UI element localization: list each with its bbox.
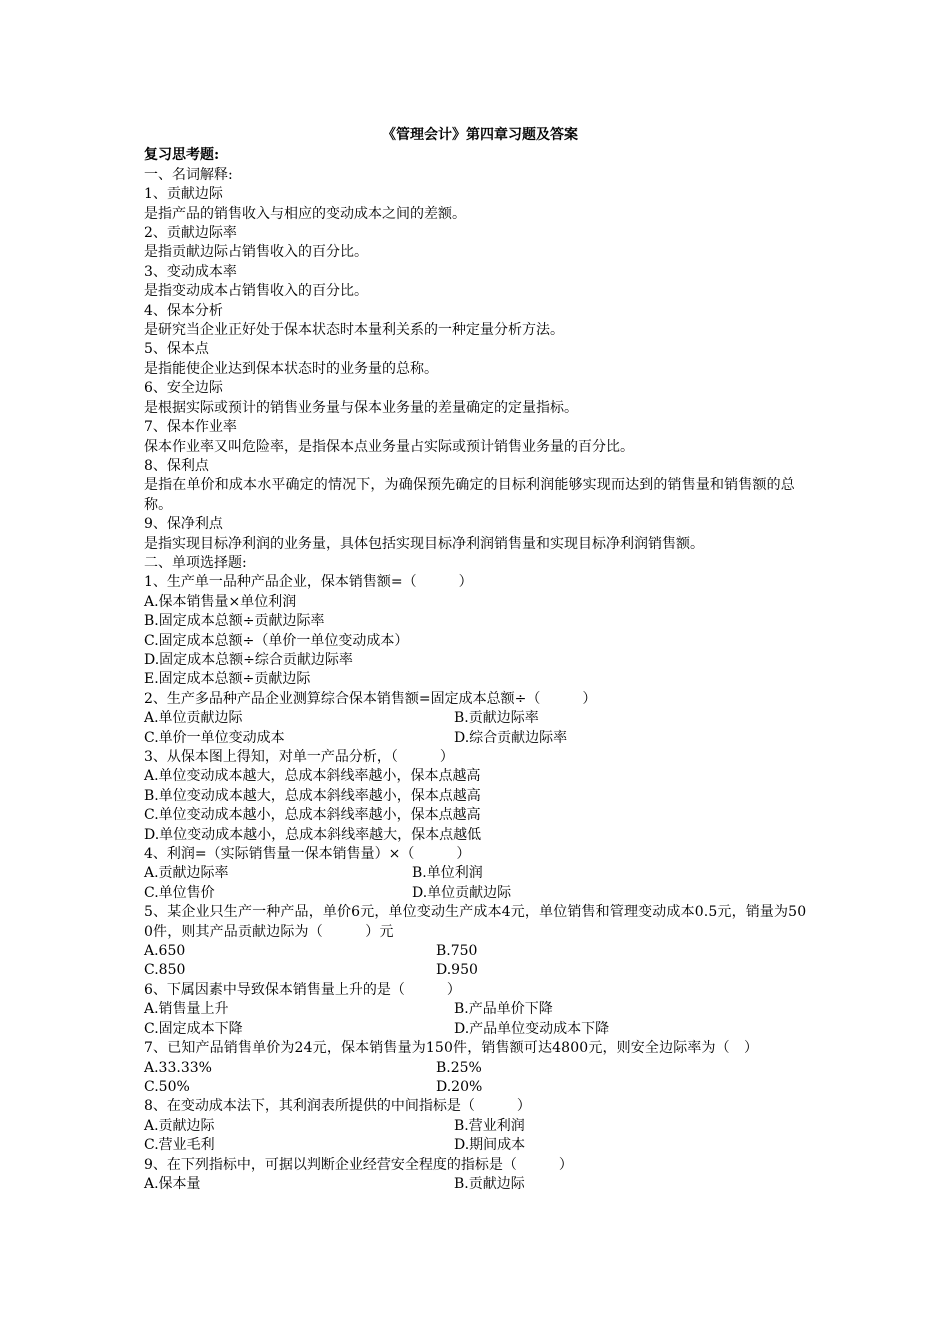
section2-heading: 二、单项选择题: bbox=[144, 554, 247, 571]
document-page bbox=[144, 126, 814, 1194]
q7-option-a: A.33.33% bbox=[144, 1059, 212, 1076]
q7-options-row-2 bbox=[144, 1078, 814, 1097]
term-7: 7、保本作业率 bbox=[144, 419, 237, 436]
q6-stem: 6、下属因素中导致保本销售量上升的是（ ） bbox=[144, 981, 461, 998]
q7-options-row-1 bbox=[144, 1059, 814, 1078]
q8-option-d: D.期间成本 bbox=[454, 1137, 526, 1154]
q1-option-e: E.固定成本总额÷贡献边际 bbox=[144, 671, 311, 688]
q4-option-b: B.单位利润 bbox=[412, 865, 483, 882]
document-title: 《管理会计》第四章习题及答案 bbox=[382, 127, 578, 143]
term-2: 2、贡献边际率 bbox=[144, 225, 237, 242]
q4-options-row-2 bbox=[144, 884, 814, 903]
q4-option-c: C.单位售价 bbox=[144, 884, 215, 901]
q2-option-a: A.单位贡献边际 bbox=[144, 710, 243, 727]
term-6: 6、安全边际 bbox=[144, 380, 223, 397]
q5-option-d: D.950 bbox=[436, 962, 478, 979]
q5-options-row-2 bbox=[144, 961, 814, 980]
q3-option-c: C.单位变动成本越小，总成本斜线率越小，保本点越高 bbox=[144, 807, 481, 824]
review-heading: 复习思考题: bbox=[144, 147, 220, 164]
definition-3: 是指变动成本占销售收入的百分比。 bbox=[144, 283, 368, 300]
definition-6: 是根据实际或预计的销售业务量与保本业务量的差量确定的定量指标。 bbox=[144, 399, 578, 416]
q7-option-c: C.50% bbox=[144, 1078, 190, 1095]
q2-option-b: B.贡献边际率 bbox=[454, 710, 539, 727]
q8-option-a: A.贡献边际 bbox=[144, 1117, 215, 1134]
q5-option-b: B.750 bbox=[436, 943, 478, 960]
q8-stem: 8、在变动成本法下，其利润表所提供的中间指标是（ ） bbox=[144, 1098, 531, 1115]
q8-options-row-1 bbox=[144, 1117, 814, 1136]
q5-option-c: C.850 bbox=[144, 962, 186, 979]
definition-7: 保本作业率又叫危险率，是指保本点业务量占实际或预计销售业务量的百分比。 bbox=[144, 438, 634, 455]
q5-option-a: A.650 bbox=[144, 943, 186, 960]
q3-stem: 3、从保本图上得知，对单一产品分析，（ ） bbox=[144, 749, 454, 765]
q8-option-c: C.营业毛利 bbox=[144, 1137, 215, 1154]
q1-option-a: A.保本销售量×单位利润 bbox=[144, 593, 297, 610]
q8-option-b: B.营业利润 bbox=[454, 1117, 525, 1134]
q2-options-row-1 bbox=[144, 709, 814, 728]
q2-option-d: D.综合贡献边际率 bbox=[454, 729, 568, 746]
q3-option-b: B.单位变动成本越大，总成本斜线率越小，保本点越高 bbox=[144, 787, 481, 804]
q7-stem: 7、已知产品销售单价为24元，保本销售量为150件，销售额可达4800元，则安全边际率为（ ） bbox=[144, 1040, 759, 1057]
term-8: 8、保利点 bbox=[144, 457, 209, 474]
definition-1: 是指产品的销售收入与相应的变动成本之间的差额。 bbox=[144, 205, 466, 222]
q6-option-b: B.产品单价下降 bbox=[454, 1001, 553, 1018]
q9-options-row-1 bbox=[144, 1175, 814, 1194]
definition-2: 是指贡献边际占销售收入的百分比。 bbox=[144, 244, 368, 261]
definition-9: 是指实现目标净利润的业务量，具体包括实现目标净利润销售量和实现目标净利润销售额。 bbox=[144, 535, 704, 552]
q4-stem: 4、利润=（实际销售量一保本销售量）×（ ） bbox=[144, 846, 471, 863]
q3-option-d: D.单位变动成本越小，总成本斜线率越大，保本点越低 bbox=[144, 826, 482, 843]
q2-options-row-2 bbox=[144, 729, 814, 748]
q8-options-row-2 bbox=[144, 1136, 814, 1155]
term-1: 1、贡献边际 bbox=[144, 186, 223, 203]
q5-options-row-1 bbox=[144, 942, 814, 961]
definition-4: 是研究当企业正好处于保本状态时本量利关系的一种定量分析方法。 bbox=[144, 322, 564, 339]
q4-options-row-1 bbox=[144, 864, 814, 883]
term-9: 9、保净利点 bbox=[144, 516, 223, 533]
term-5: 5、保本点 bbox=[144, 341, 209, 358]
q1-option-d: D.固定成本总额÷综合贡献边际率 bbox=[144, 651, 353, 668]
q6-options-row-2 bbox=[144, 1020, 814, 1039]
q9-option-a: A.保本量 bbox=[144, 1175, 201, 1192]
q2-option-c: C.单价一单位变动成本 bbox=[144, 729, 285, 746]
term-3: 3、变动成本率 bbox=[144, 263, 237, 280]
section1-heading: 一、名词解释: bbox=[144, 166, 233, 183]
q1-option-c: C.固定成本总额÷（单价一单位变动成本） bbox=[144, 632, 409, 649]
q7-option-d: D.20% bbox=[436, 1078, 483, 1095]
definition-5: 是指能使企业达到保本状态时的业务量的总称。 bbox=[144, 360, 438, 377]
q1-option-b: B.固定成本总额÷贡献边际率 bbox=[144, 613, 325, 630]
q4-option-d: D.单位贡献边际 bbox=[412, 884, 512, 901]
q2-stem: 2、生产多品种产品企业测算综合保本销售额=固定成本总额÷（ ） bbox=[144, 690, 597, 707]
q5-stem: 5、某企业只生产一种产品，单价6元，单位变动生产成本4元，单位销售和管理变动成本0.5元，销量为500件，则其产品贡献边际为（ ）元 bbox=[144, 904, 807, 940]
term-4: 4、保本分析 bbox=[144, 302, 223, 319]
definition-8: 是指在单价和成本水平确定的情况下，为确保预先确定的目标利润能够实现而达到的销售量和销售额的总称。 bbox=[144, 477, 795, 513]
q6-option-d: D.产品单位变动成本下降 bbox=[454, 1020, 610, 1037]
q6-option-c: C.固定成本下降 bbox=[144, 1020, 243, 1037]
q7-option-b: B.25% bbox=[436, 1059, 482, 1076]
q6-option-a: A.销售量上升 bbox=[144, 1001, 229, 1018]
q1-stem: 1、生产单一品种产品企业，保本销售额=（ ） bbox=[144, 574, 473, 591]
q9-stem: 9、在下列指标中，可据以判断企业经营安全程度的指标是（ ） bbox=[144, 1156, 573, 1173]
q3-option-a: A.单位变动成本越大，总成本斜线率越小，保本点越高 bbox=[144, 768, 481, 785]
q6-options-row-1 bbox=[144, 1000, 814, 1019]
q9-option-b: B.贡献边际 bbox=[454, 1175, 525, 1192]
q4-option-a: A.贡献边际率 bbox=[144, 865, 229, 882]
